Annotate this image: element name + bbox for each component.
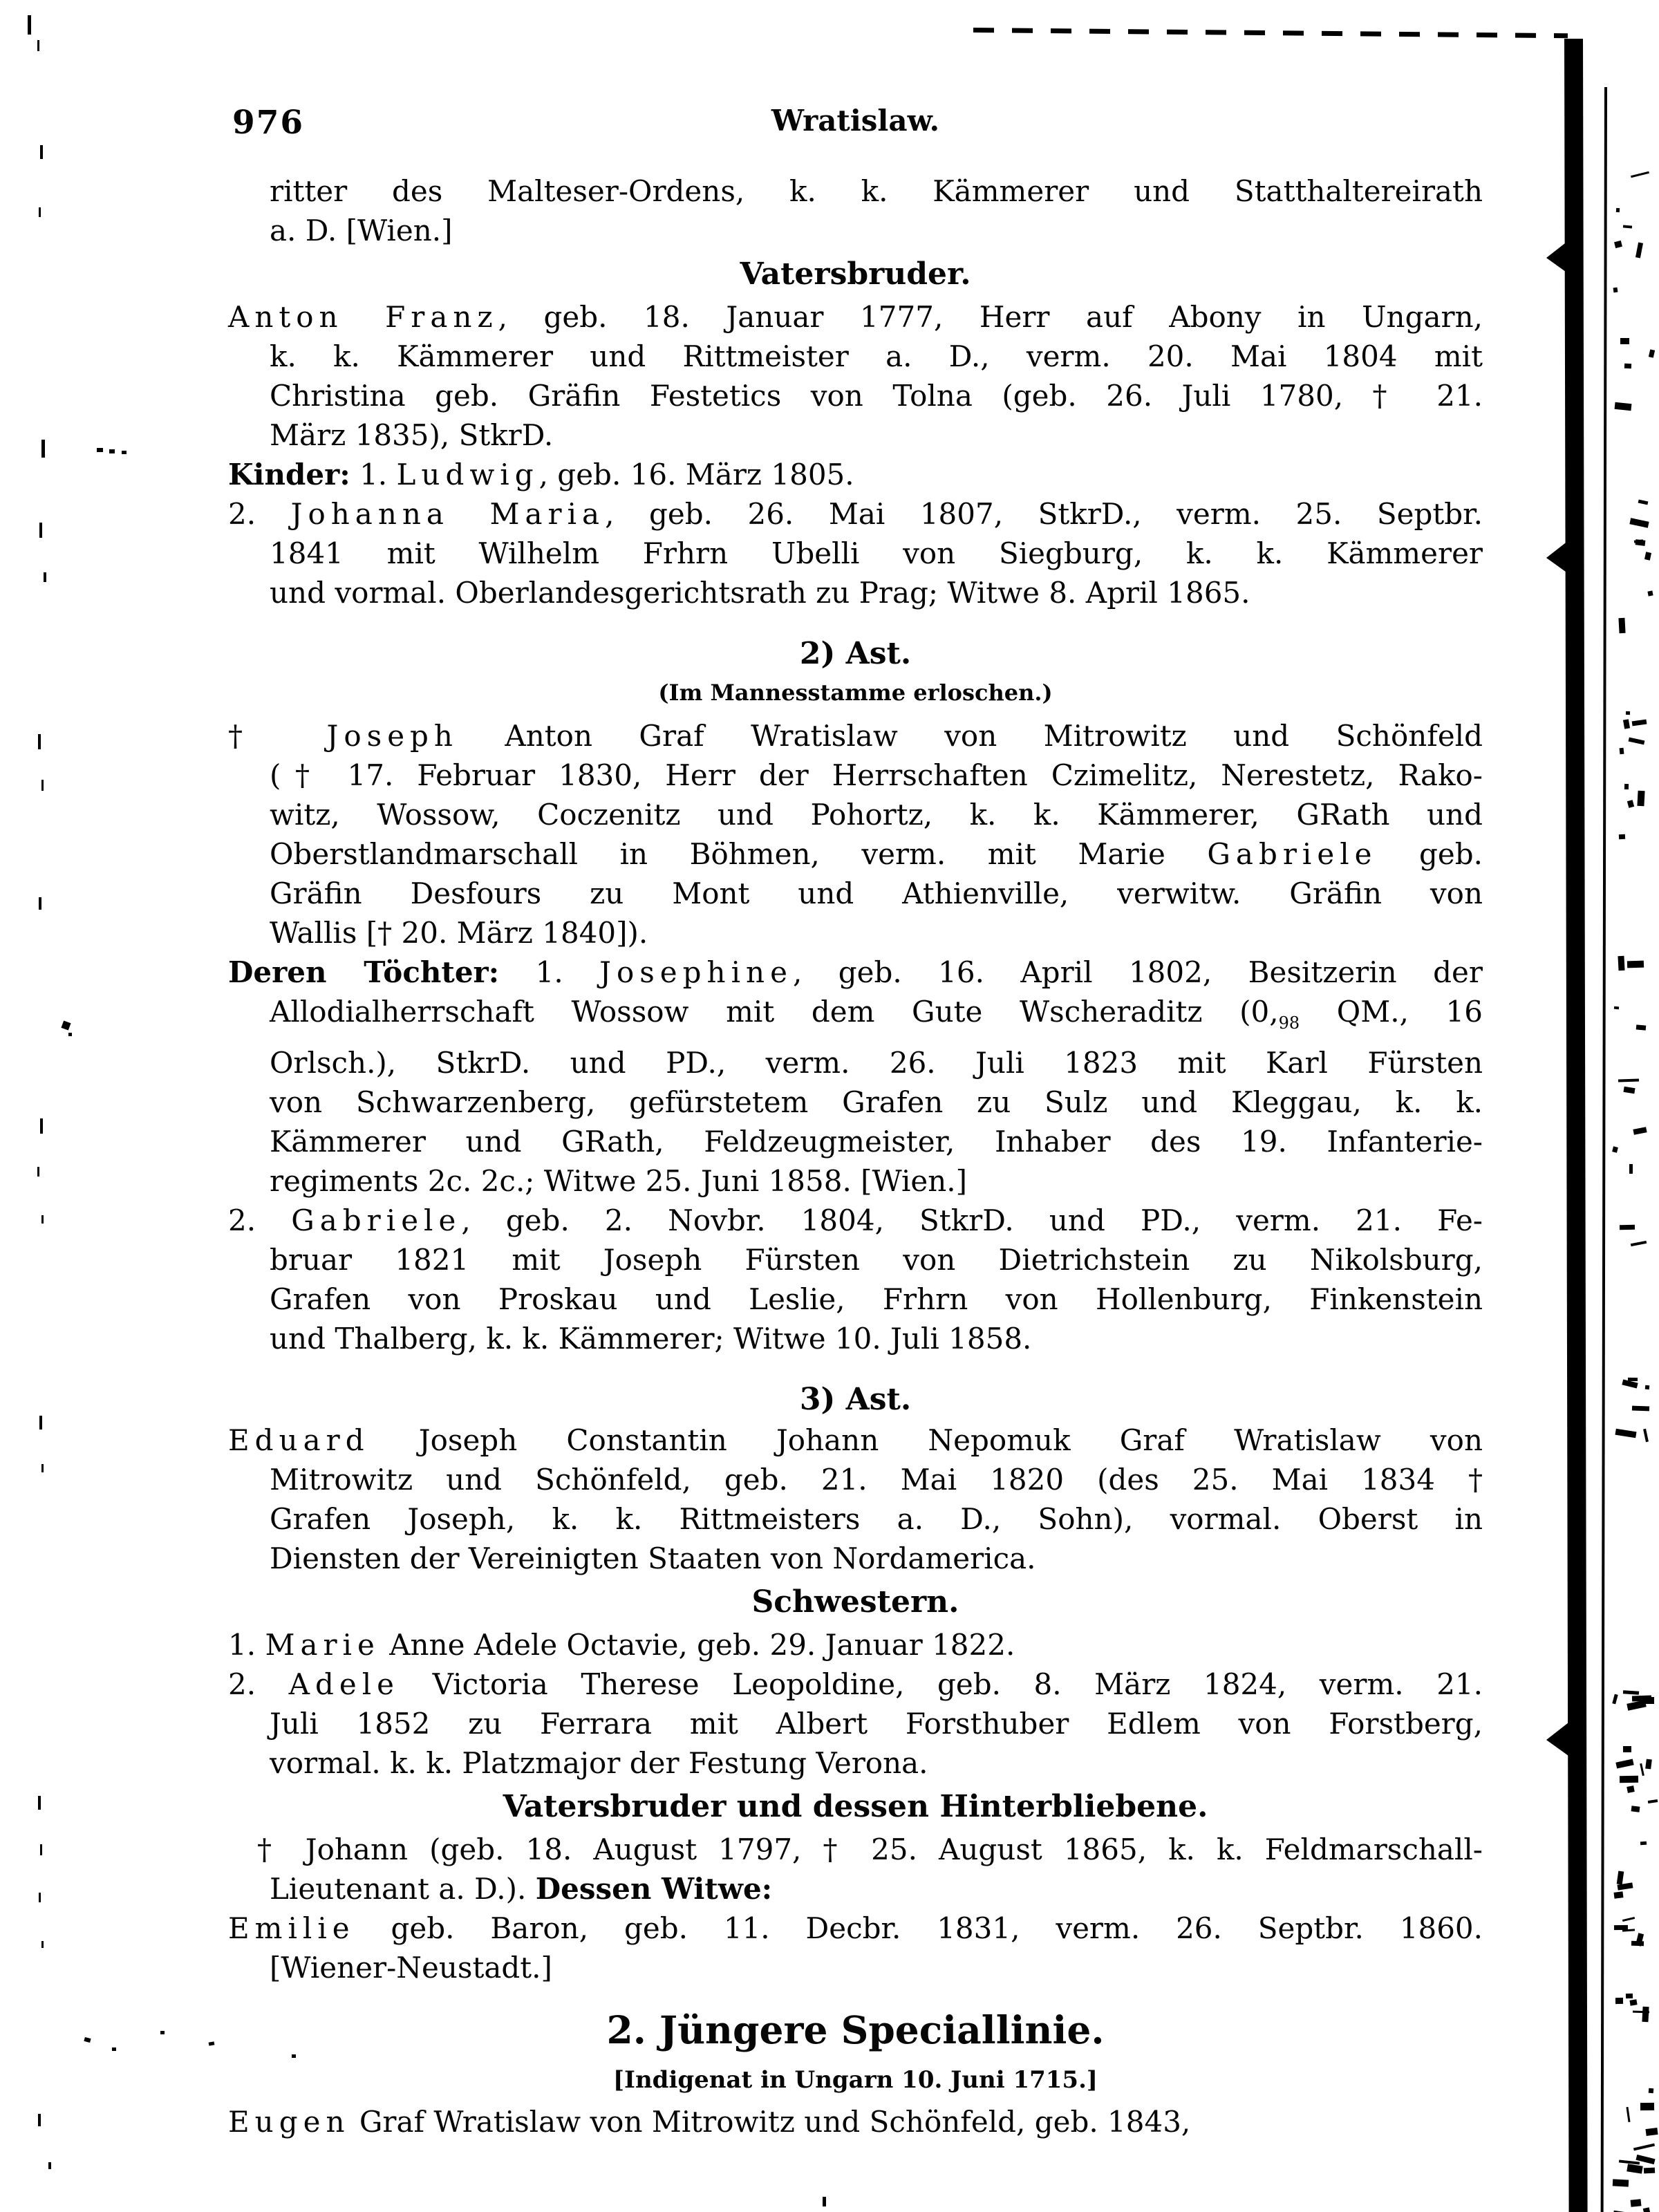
scan-noise-speck [61, 1020, 71, 1030]
text-line [228, 1539, 1483, 1578]
text-segment: , geb. 26. Mai 1807, StkrD., verm. 25. Septbr. [605, 497, 1483, 531]
text-line [228, 716, 1483, 756]
scan-noise-speck [97, 448, 103, 452]
text-segment: 2. [228, 1203, 292, 1237]
text-segment: geb. Baron, geb. 11. Decbr. 1831, verm. 26. Septbr. 1860. [355, 1911, 1483, 1945]
scan-noise-speck [37, 40, 39, 51]
scan-noise-speck [1612, 1694, 1618, 1705]
entry-paragraph [228, 1625, 1483, 1665]
heading-ast: 3) Ast. [799, 1382, 912, 1417]
scan-noise-speck [1623, 719, 1630, 729]
text-line [228, 415, 1483, 455]
entry-paragraph [228, 1830, 1483, 1909]
heading-ast: 2) Ast. [799, 636, 912, 671]
page-header [228, 104, 1483, 147]
scan-noise-speck [1644, 552, 1651, 560]
text-segment: , geb. 2. Novbr. 1804, StkrD. und PD., verm. 21. Fe- [461, 1203, 1483, 1237]
scan-noise-speck [1629, 518, 1649, 527]
text-line [228, 337, 1483, 376]
scan-noise-speck [1627, 2164, 1642, 2173]
text-segment: † Johann (geb. 18. August 1797, † 25. August 1865, k. k. Feldmarschall- [257, 1833, 1483, 1866]
scan-noise-speck [40, 1118, 43, 1134]
text-segment: Grafen von Proskau und Leslie, Frhrn von Hollenburg, Finkenstein [270, 1282, 1483, 1316]
scan-noise-speck [1612, 1146, 1618, 1152]
scan-noise-speck [39, 1416, 42, 1430]
text-segment: Grafen Joseph, k. k. Rittmeisters a. D., Sohn), vormal. Oberst in [270, 1502, 1483, 1536]
text-line [228, 171, 1483, 211]
scan-noise-speck [1648, 1799, 1658, 1803]
scan-noise-speck [1635, 243, 1643, 259]
text-segment: , geb. 16. März 1805. [538, 458, 854, 491]
scan-noise-speck [28, 15, 31, 35]
scan-noise-speck [1618, 956, 1624, 971]
text-line [228, 1319, 1483, 1358]
scan-noise-speck [1627, 800, 1634, 808]
entry-paragraph [228, 953, 1483, 1201]
text-segment: ritter des Malteser-Ordens, k. k. Kämmerer und Statthaltereirath [270, 174, 1483, 208]
entry-paragraph [228, 2102, 1483, 2141]
heading-note: (Im Mannesstamme erloschen.) [658, 679, 1053, 706]
text-line [228, 376, 1483, 415]
text-segment: Juli 1852 zu Ferrara mit Albert Forsthuber Edlem von Forstberg, [270, 1707, 1483, 1741]
entry-paragraph [228, 494, 1483, 612]
scan-noise-speck [1620, 748, 1624, 755]
text-segment: Victoria Therese Leopoldine, geb. 8. März 1824, verm. 21. [400, 1667, 1483, 1701]
scan-noise-speck [1637, 791, 1644, 806]
scan-noise-speck [1613, 288, 1618, 293]
scan-noise-speck [1627, 1785, 1635, 1793]
page-number: 976 [232, 104, 305, 142]
scan-noise-speck [1644, 2168, 1655, 2174]
text-line [228, 1499, 1483, 1539]
scan-page-edge-line [1601, 87, 1607, 2212]
scan-noise-speck [40, 145, 43, 159]
text-line [228, 1948, 1483, 1987]
text-segment: Gräfin Desfours zu Mont und Athienville, verwitw. Gräfin von [270, 877, 1483, 910]
text-segment: und Thalberg, k. k. Kämmerer; Witwe 10. Juli 1858. [270, 1322, 1032, 1356]
text-line [228, 1704, 1483, 1743]
scan-noise-speck [122, 451, 126, 454]
text-line [228, 211, 1483, 250]
scan-noise-speck [1633, 1127, 1647, 1134]
scan-noise-speck [1626, 1994, 1633, 1998]
scan-noise-speck [38, 2114, 41, 2126]
text-line [228, 1665, 1483, 1704]
text-segment: Graf Wratislaw von Mitrowitz und Schönfeld, geb. 1843, [350, 2105, 1191, 2139]
text-line [228, 1280, 1483, 1319]
text-segment: geb. [1377, 837, 1483, 871]
scan-noise-speck [1649, 349, 1655, 357]
scan-noise-speck [1645, 1385, 1650, 1390]
entry-paragraph [228, 171, 1483, 250]
text-line [228, 913, 1483, 953]
scan-noise-speck [1614, 1891, 1624, 1899]
text-segment: Diensten der Vereinigten Staaten von Nordamerica. [270, 1541, 1036, 1575]
text-column [228, 104, 1483, 2141]
text-segment: [Wiener-Neustadt.] [270, 1951, 552, 1985]
text-segment: , geb. 16. April 1802, Besitzerin der [792, 955, 1483, 989]
entry-paragraph [228, 1201, 1483, 1358]
scan-noise-speck [1632, 1406, 1649, 1412]
scan-noise-speck [1640, 1763, 1644, 1776]
scan-noise-speck [40, 1844, 42, 1855]
person-name: Marie [265, 1628, 380, 1662]
text-segment: Orlsch.), StkrD. und PD., verm. 26. Juli 1823 mit Karl Fürsten [270, 1046, 1483, 1080]
scan-noise-speck [112, 2047, 116, 2051]
heading-section: Vatersbruder. [740, 256, 971, 292]
text-segment: Wallis [† 20. März 1840]). [270, 916, 648, 950]
text-line [228, 953, 1483, 992]
scan-noise-speck [39, 523, 42, 538]
scan-noise-speck [1643, 2207, 1652, 2212]
text-line [228, 1909, 1483, 1948]
text-segment: Oberstlandmarschall in Böhmen, verm. mit Marie [270, 837, 1208, 871]
text-segment: und vormal. Oberlandesgerichtsrath zu Prag; Witwe 8. April 1865. [270, 576, 1250, 610]
text-segment: 98 [1278, 1013, 1300, 1033]
text-line [228, 1743, 1483, 1783]
text-segment: regiments 2c. 2c.; Witwe 25. Juni 1858. [Wien.] [270, 1164, 968, 1198]
entry-paragraph [228, 455, 1483, 494]
scan-noise-speck [39, 1893, 41, 1902]
person-name: Gabriele [1207, 837, 1378, 871]
scan-noise-speck [1618, 1078, 1639, 1082]
scan-noise-speck [1622, 1917, 1635, 1922]
scan-noise-speck [41, 440, 45, 458]
text-segment: Anne Adele Octavie, geb. 29. Januar 1822. [379, 1628, 1015, 1662]
text-segment: Kinder: [228, 458, 350, 491]
heading-section: Vatersbruder und dessen Hinterbliebene. [503, 1789, 1208, 1824]
scan-noise-speck [1623, 225, 1632, 228]
text-segment: Lieutenant a. D.). [270, 1872, 536, 1906]
person-name: Adele [288, 1667, 400, 1701]
text-segment: Allodialherrschaft Wossow mit dem Gute Wscheraditz (0, [270, 995, 1279, 1029]
scan-noise-speck [1631, 1806, 1640, 1812]
heading-big: 2. Jüngere Speciallinie. [606, 2007, 1105, 2052]
scan-margin-brace-mark [1546, 241, 1568, 274]
text-segment: März 1835), StkrD. [270, 418, 554, 452]
scan-noise-speck [1629, 1164, 1633, 1174]
scan-noise-speck [38, 734, 41, 749]
text-segment: Joseph Constantin Johann Nepomuk Graf Wratislaw von [369, 1423, 1483, 1457]
scan-noise-speck [1620, 1776, 1638, 1783]
scan-noise-speck [1617, 1871, 1624, 1885]
scan-top-edge-dashed-line [973, 28, 1568, 38]
text-segment: vormal. k. k. Platzmajor der Festung Verona. [270, 1746, 928, 1780]
text-segment: von Schwarzenberg, gefürstetem Grafen zu Sulz und Kleggau, k. k. [270, 1085, 1483, 1119]
text-line [228, 1625, 1483, 1665]
person-name: Emilie [228, 1911, 355, 1945]
scan-noise-speck [41, 1215, 44, 1224]
scan-noise-speck [1619, 834, 1625, 839]
scan-noise-speck [41, 1464, 44, 1472]
scan-noise-speck [1643, 1697, 1654, 1704]
text-line [228, 1201, 1483, 1240]
scan-noise-speck [1631, 2199, 1642, 2207]
text-segment: , geb. 18. Januar 1777, Herr auf Abony in Ungarn, [498, 300, 1483, 334]
text-line [228, 1830, 1483, 1869]
scan-noise-speck [1616, 208, 1620, 212]
scan-noise-speck [1626, 2107, 1630, 2122]
scan-margin-brace-mark [1546, 541, 1568, 574]
person-name: Eugen [228, 2105, 350, 2139]
scan-noise-speck [209, 2041, 215, 2045]
scan-noise-speck [1623, 1690, 1639, 1695]
scan-noise-speck [39, 897, 41, 910]
scan-noise-speck [1631, 1941, 1644, 1947]
text-line [228, 1043, 1483, 1082]
text-segment: a. D. [Wien.] [270, 214, 453, 247]
scan-noise-speck [1628, 1378, 1638, 1381]
scan-noise-speck [1640, 1841, 1647, 1846]
scan-noise-speck [1615, 1998, 1623, 2004]
entry-paragraph [228, 297, 1483, 455]
text-segment: († 17. Februar 1830, Herr der Herrschaften Czimelitz, Nerestetz, Rako- [270, 758, 1483, 792]
text-segment: 1841 mit Wilhelm Frhrn Ubelli von Siegburg, k. k. Kämmerer [270, 536, 1483, 570]
person-name: Gabriele [291, 1203, 462, 1237]
scan-noise-speck [1614, 1925, 1628, 1930]
scan-noise-speck [1645, 2128, 1658, 2136]
scan-noise-speck [1642, 2007, 1649, 2022]
scan-noise-speck [109, 449, 115, 453]
text-line [228, 1460, 1483, 1499]
scan-noise-speck [1620, 1225, 1635, 1230]
text-line [228, 795, 1483, 834]
text-line [228, 573, 1483, 612]
heading-section: Schwestern. [751, 1584, 959, 1620]
text-segment: Mitrowitz und Schönfeld, geb. 21. Mai 1820 (des 25. Mai 1834 † [270, 1463, 1483, 1497]
scan-noise-speck [1629, 738, 1645, 745]
text-segment: witz, Wossow, Coczenitz und Pohortz, k. k. Kämmerer, GRath und [270, 798, 1483, 832]
text-segment: 2. [228, 497, 291, 531]
entry-paragraph [228, 1665, 1483, 1783]
heading-note2: [Indigenat in Ungarn 10. Juni 1715.] [612, 2066, 1098, 2094]
running-title: Wratislaw. [771, 104, 940, 138]
text-line [228, 1122, 1483, 1161]
scan-noise-speck [1624, 364, 1631, 369]
scan-noise-speck [1636, 1024, 1647, 1030]
scan-noise-speck [1643, 1429, 1649, 1442]
scan-noise-speck [1623, 1746, 1631, 1752]
scan-noise-speck [38, 1796, 41, 1810]
text-segment: Christina geb. Gräfin Festetics von Tolna (geb. 26. Juli 1780, † 21. [270, 379, 1483, 413]
scan-noise-speck [1623, 1087, 1635, 1094]
text-segment: 2. [228, 1667, 289, 1701]
scan-noise-speck [1618, 618, 1625, 633]
scan-noise-speck [1615, 1429, 1636, 1438]
text-line [228, 2102, 1483, 2141]
person-name: Joseph [326, 719, 458, 753]
text-segment: Anton Graf Wratislaw von Mitrowitz und Schönfeld [458, 719, 1483, 753]
text-segment: Deren Töchter: [228, 955, 500, 989]
text-segment: bruar 1821 mit Joseph Fürsten von Dietrichstein zu Nikolsburg, [270, 1243, 1483, 1277]
scan-noise-speck [160, 2031, 165, 2034]
person-name: Anton Franz [228, 300, 498, 334]
entry-paragraph [228, 1909, 1483, 1987]
entry-paragraph [228, 1421, 1483, 1578]
text-segment: 1. [499, 955, 600, 989]
text-line [228, 494, 1483, 534]
scan-noise-speck [1645, 1759, 1652, 1770]
scan-noise-speck [1626, 711, 1630, 715]
person-name: Eduard [228, 1423, 370, 1457]
scan-noise-speck [1627, 961, 1644, 968]
text-line [228, 874, 1483, 913]
scan-noise-speck [1631, 171, 1649, 178]
scan-noise-speck [1629, 1999, 1637, 2005]
scan-noise-speck [1615, 402, 1632, 411]
text-block [228, 171, 1483, 2141]
scan-noise-speck [41, 780, 44, 791]
scan-margin-brace-mark [1546, 1723, 1568, 1756]
person-name: Josephine [599, 955, 793, 989]
scan-noise-speck [1649, 2088, 1654, 2094]
scan-noise-speck [1647, 590, 1653, 596]
text-segment: † [228, 719, 327, 753]
scan-noise-speck [823, 2197, 826, 2206]
text-line [228, 1082, 1483, 1122]
text-line [228, 1421, 1483, 1460]
scan-noise-speck [1631, 1241, 1647, 1246]
scan-noise-speck [1624, 784, 1629, 789]
scan-noise-speck [1632, 720, 1647, 727]
text-line [228, 834, 1483, 874]
scan-noise-speck [37, 1167, 39, 1177]
person-name: Johanna Maria [290, 497, 606, 531]
scan-noise-speck [48, 2162, 51, 2169]
scan-noise-speck [1633, 2144, 1655, 2151]
scan-binding-bar [1564, 39, 1588, 2212]
text-segment: Dessen Witwe: [535, 1872, 773, 1906]
scan-noise-speck [39, 207, 41, 217]
text-segment: 1. [228, 1628, 265, 1662]
text-line [228, 455, 1483, 494]
text-line [228, 297, 1483, 337]
person-name: Ludwig [396, 458, 539, 491]
text-line [228, 1869, 1483, 1909]
text-line [228, 1161, 1483, 1201]
scan-noise-speck [44, 572, 46, 582]
scan-noise-speck [1614, 1006, 1619, 1010]
scan-noise-speck [1638, 500, 1649, 505]
text-line [228, 1240, 1483, 1280]
scan-noise-speck [68, 1033, 72, 1036]
entry-paragraph [228, 716, 1483, 953]
text-segment: Kämmerer und GRath, Feldzeugmeister, Inhaber des 19. Infanterie- [270, 1125, 1483, 1159]
text-segment: 1. [350, 458, 397, 491]
text-segment: QM., 16 [1300, 995, 1483, 1029]
text-line [228, 534, 1483, 573]
text-line [228, 756, 1483, 795]
scan-noise-speck [1613, 2179, 1629, 2186]
scan-noise-speck [41, 1941, 44, 1948]
scan-noise-speck [1640, 2103, 1654, 2110]
scan-noise-speck [1620, 338, 1629, 344]
scan-noise-speck [84, 2037, 91, 2043]
text-line [228, 992, 1483, 1043]
text-segment: k. k. Kämmerer und Rittmeister a. D., verm. 20. Mai 1804 mit [270, 339, 1483, 373]
scan-noise-speck [1614, 241, 1622, 248]
scan-noise-speck [1615, 1759, 1633, 1768]
